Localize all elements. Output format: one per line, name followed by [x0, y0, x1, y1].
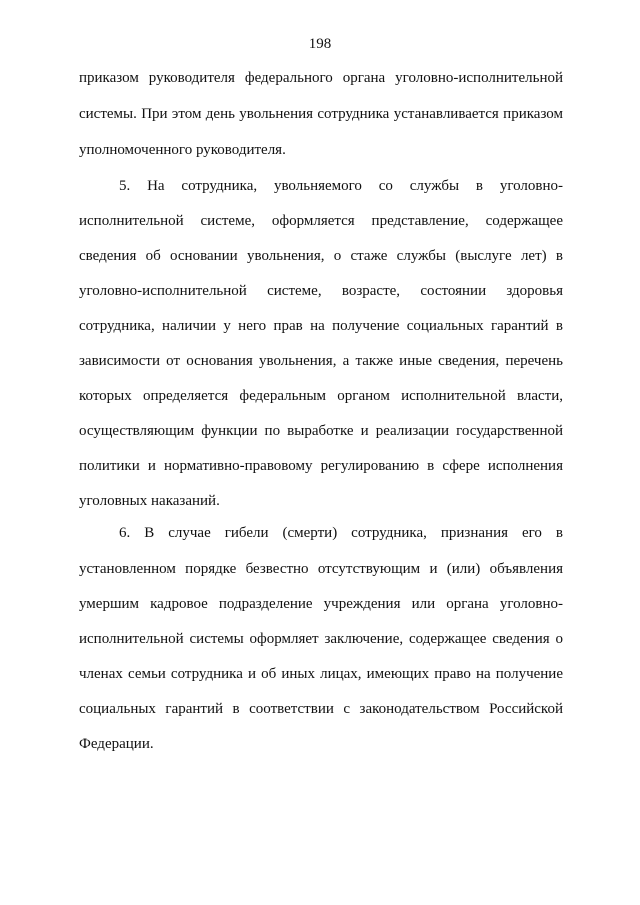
- text-line: установленном порядке безвестно отсутствующим и (или) объявления: [79, 561, 563, 577]
- text-line: Федерации.: [79, 736, 154, 752]
- text-line: системы. При этом день увольнения сотрудника устанавливается приказом: [79, 106, 563, 122]
- page-number: 198: [308, 36, 332, 52]
- text-line: которых определяется федеральным органом исполнительной власти,: [79, 388, 563, 404]
- text-line: умершим кадровое подразделение учреждения или органа уголовно-: [79, 596, 563, 612]
- text-line: уголовно-исполнительной системе, возрасте, состоянии здоровья: [79, 283, 563, 299]
- text-line: осуществляющим функции по выработке и реализации государственной: [79, 423, 563, 439]
- text-line: исполнительной системы оформляет заключение, содержащее сведения о: [79, 631, 563, 647]
- text-line: сведения об основании увольнения, о стаже службы (выслуге лет) в: [79, 248, 563, 264]
- text-line: уполномоченного руководителя.: [79, 142, 286, 158]
- text-line: членах семьи сотрудника и об иных лицах, имеющих право на получение: [79, 666, 563, 682]
- text-line: социальных гарантий в соответствии с законодательством Российской: [79, 701, 563, 717]
- text-line: приказом руководителя федерального органа уголовно-исполнительной: [79, 70, 563, 86]
- text-line: сотрудника, наличии у него прав на получение социальных гарантий в: [79, 318, 563, 334]
- text-line: 5. На сотрудника, увольняемого со службы в уголовно-: [119, 178, 563, 194]
- text-line: политики и нормативно-правовому регулированию в сфере исполнения: [79, 458, 563, 474]
- text-line: исполнительной системе, оформляется представление, содержащее: [79, 213, 563, 229]
- text-line: зависимости от основания увольнения, а также иные сведения, перечень: [79, 353, 563, 369]
- text-line: 6. В случае гибели (смерти) сотрудника, признания его в: [119, 525, 563, 541]
- text-line: уголовных наказаний.: [79, 493, 220, 509]
